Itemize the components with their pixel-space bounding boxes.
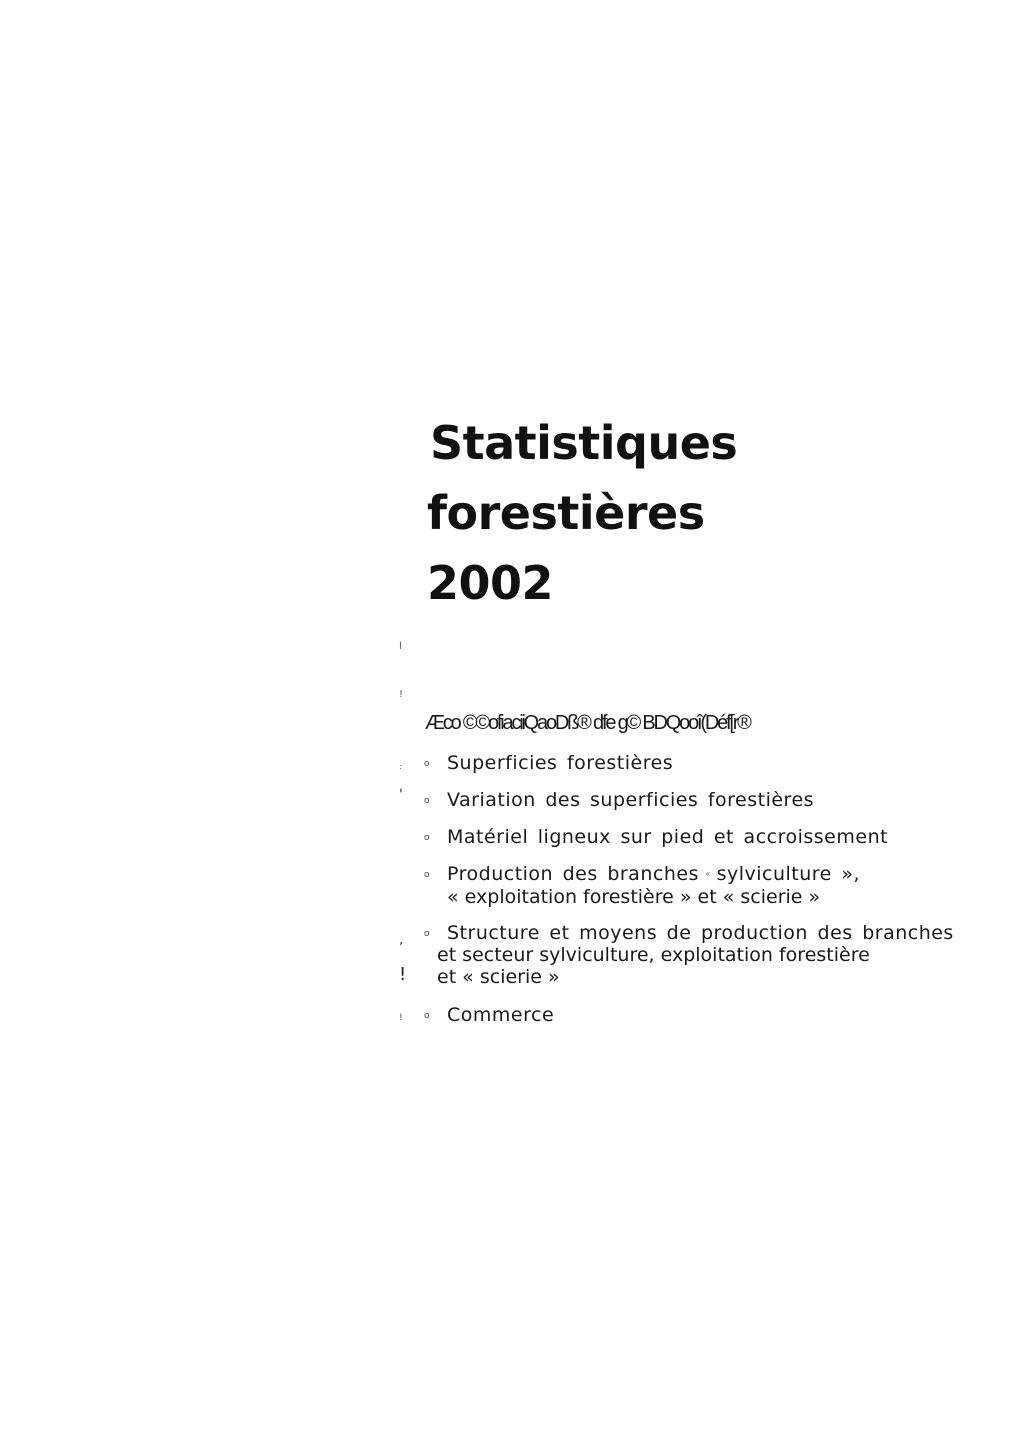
document-title [427,408,847,618]
list-item-line: Production des branches [447,863,699,885]
list-item-line: « exploitation forestière » et « scierie » [447,885,821,908]
list-item-text: Variation des superficies forestières [447,789,815,811]
bullet-icon: o [424,870,430,880]
margin-mark: ! [399,689,404,700]
list-item-text [437,922,967,988]
margin-mark: ! [399,1013,403,1023]
bullet-icon: o [424,833,430,843]
bullet-icon: o [424,759,430,769]
list-item-text: Matériel ligneux sur pied et accroissement [447,826,889,848]
list-item-text [447,863,967,908]
title-line: forestières [427,486,705,540]
margin-mark: l [399,641,402,652]
bullet-icon: o [424,796,430,806]
margin-mark: ! [399,964,407,985]
title-line: 2002 [427,556,554,610]
margin-mark: : [399,762,402,771]
bullet-icon: o [424,929,430,939]
list-item-text: Commerce [447,1004,555,1026]
list-item-line: sylviculture », [716,863,861,885]
margin-mark: ' [399,787,403,803]
title-line: Statistiques [430,416,738,470]
bullet-icon: o [424,1011,430,1021]
list-item-line: et secteur sylviculture, exploitation forestière [437,944,870,966]
list-item-text: Superficies forestières [447,752,674,774]
section-heading: Æco ©©ofiaciiQaoDß® dfe g© BDQooî(Déf[r® [425,712,750,734]
list-item-line: Structure et moyens de production des branches [447,922,954,944]
margin-mark: ’ [399,941,404,956]
small-quote-mark: « [705,869,711,880]
list-item-line: et « scierie » [437,966,560,988]
